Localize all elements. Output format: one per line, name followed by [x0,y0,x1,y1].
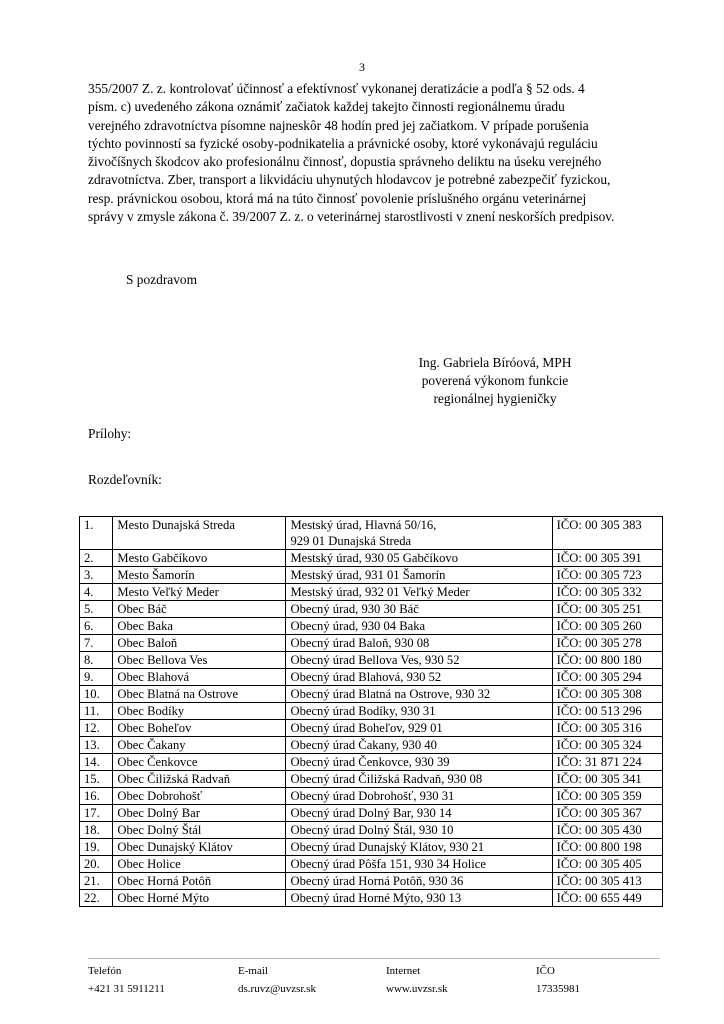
table-row [80,703,663,720]
address-cell-text: Obecný úrad Horné Mýto, 930 13 [290,891,462,905]
ico-cell [552,652,662,669]
signatory-role: poverená výkonom funkcie [421,373,569,388]
ico-cell-text: IČO: 00 305 332 [556,585,642,599]
row-number-cell-text: 10. [84,687,100,701]
ico-cell-text: IČO: 00 305 405 [556,857,642,871]
table-row [80,856,663,873]
address-cell [286,635,552,652]
address-cell [286,584,552,601]
address-cell-text: Obecný úrad Čakany, 930 40 [290,738,437,752]
table-row [80,635,663,652]
address-cell [286,754,552,771]
municipality-cell [113,703,286,720]
ico-cell-text: IČO: 00 305 413 [556,874,642,888]
row-number-cell-text: 5. [84,602,94,616]
row-number-cell [80,771,113,788]
signatory-name: Ing. Gabriela Bíróová, MPH [418,355,572,370]
ico-cell-text: IČO: 00 305 391 [556,551,642,565]
address-cell [286,737,552,754]
table-row [80,873,663,890]
address-cell [286,652,552,669]
paragraph-line: resp. právnickou osobou, ktorá má na túto činnosť povolenie príslušného orgánu veterinárnej [88,190,587,206]
footer-ico-label: IČO [536,965,555,977]
address-cell-text: Obecný úrad Dolný Štál, 930 10 [290,823,454,837]
distribution-table-body [80,517,663,907]
footer-web-label: Internet [386,965,421,977]
table-row [80,686,663,703]
municipality-cell [113,890,286,907]
ico-cell [552,754,662,771]
municipality-cell [113,635,286,652]
row-number-cell-text: 2. [84,551,94,565]
address-cell [286,856,552,873]
municipality-cell [113,754,286,771]
ico-cell [552,517,662,550]
address-cell-text: Obecný úrad Horná Potôň, 930 36 [290,874,464,888]
municipality-cell-text: Obec Blatná na Ostrove [117,687,239,701]
address-cell-text: Obecný úrad Dobrohošť, 930 31 [290,789,455,803]
municipality-cell [113,788,286,805]
row-number-cell [80,703,113,720]
municipality-cell-text: Mesto Dunajská Streda [117,518,235,532]
ico-cell [552,839,662,856]
ico-cell [552,703,662,720]
table-row [80,669,663,686]
ico-cell-text: IČO: 00 305 316 [556,721,642,735]
ico-cell-text: IČO: 00 305 278 [556,636,642,650]
address-cell [286,567,552,584]
footer-email [238,962,316,998]
footer-ico-value: 17335981 [536,983,580,995]
table-row [80,805,663,822]
ico-cell-text: IČO: 00 305 430 [556,823,642,837]
municipality-cell-text: Obec Baloň [117,636,178,650]
ico-cell-text: IČO: 00 800 180 [556,653,642,667]
municipality-cell [113,822,286,839]
address-cell-text: Obecný úrad, 930 30 Báč [290,602,419,616]
row-number-cell-text: 8. [84,653,94,667]
municipality-cell [113,669,286,686]
body-paragraph [88,80,648,226]
row-number-cell [80,805,113,822]
address-cell [286,890,552,907]
row-number-cell-text: 11. [84,704,100,718]
ico-cell-text: IČO: 00 513 296 [556,704,642,718]
address-cell [286,839,552,856]
address-cell [286,550,552,567]
paragraph-line: verejného zdravotníctva písomne najneskôr 48 hodín pred jej začiatkom. V prípade porušenia [88,117,589,133]
row-number-cell-text: 16. [84,789,100,803]
table-row [80,584,663,601]
ico-cell-text: IČO: 00 305 251 [556,602,642,616]
address-cell-text: Obecný úrad Dolný Bar, 930 14 [290,806,452,820]
municipality-cell [113,601,286,618]
address-cell-text: Mestský úrad, 930 05 Gabčíkovo [290,551,459,565]
address-cell-text: Obecný úrad Bellova Ves, 930 52 [290,653,460,667]
table-row [80,517,663,550]
municipality-cell-text: Obec Horné Mýto [117,891,210,905]
footer-email-value: ds.ruvz@uvzsr.sk [238,983,316,995]
municipality-cell [113,584,286,601]
address-cell-text: Obecný úrad Pôšfa 151, 930 34 Holice [290,857,486,871]
municipality-cell [113,805,286,822]
address-cell [286,618,552,635]
address-cell-text: Mestský úrad, 932 01 Veľký Meder [290,585,470,599]
address-cell [286,822,552,839]
signatory-role-2: regionálnej hygieničky [433,391,557,406]
row-number-cell-text: 9. [84,670,94,684]
municipality-cell [113,517,286,550]
ico-cell-text: IČO: 00 305 324 [556,738,642,752]
distribution-label: Rozdeľovník: [88,472,162,487]
address-cell [286,771,552,788]
distribution-table [79,516,663,907]
ico-cell-text: IČO: 00 305 367 [556,806,642,820]
ico-cell [552,618,662,635]
municipality-cell-text: Obec Čiližská Radvaň [117,772,231,786]
row-number-cell-text: 22. [84,891,100,905]
address-cell-text: Obecný úrad Blahová, 930 52 [290,670,442,684]
municipality-cell-text: Obec Dunajský Klátov [117,840,233,854]
footer-ico [536,962,580,998]
table-row [80,737,663,754]
ico-cell-text: IČO: 00 305 260 [556,619,642,633]
municipality-cell-text: Mesto Veľký Meder [117,585,219,599]
row-number-cell [80,839,113,856]
footer-phone-value: +421 31 5911211 [88,983,165,995]
address-cell-line2: 929 01 Dunajská Streda [290,534,412,548]
address-cell-text: Mestský úrad, Hlavná 50/16, [290,518,437,532]
row-number-cell-text: 13. [84,738,100,752]
row-number-cell-text: 3. [84,568,94,582]
municipality-cell [113,771,286,788]
row-number-cell-text: 7. [84,636,94,650]
ico-cell-text: IČO: 31 871 224 [556,755,642,769]
row-number-cell-text: 6. [84,619,94,633]
table-row [80,771,663,788]
footer-web [386,962,448,998]
paragraph-line: zdravotníctva. Zber, transport a likvidáciu uhynutých hlodavcov je potrebné zabezpečiť fyzickou, [88,172,611,188]
footer-web-value: www.uvzsr.sk [386,983,448,995]
municipality-cell [113,720,286,737]
table-row [80,550,663,567]
ico-cell-text: IČO: 00 305 308 [556,687,642,701]
row-number-cell [80,601,113,618]
address-cell [286,805,552,822]
row-number-cell-text: 17. [84,806,100,820]
address-cell-text: Obecný úrad Bodíky, 930 31 [290,704,436,718]
ico-cell [552,720,662,737]
ico-cell [552,635,662,652]
row-number-cell [80,788,113,805]
address-cell-text: Obecný úrad Blatná na Ostrove, 930 32 [290,687,491,701]
address-cell [286,788,552,805]
footer-phone-label: Telefón [88,965,122,977]
ico-cell-text: IČO: 00 305 341 [556,772,642,786]
row-number-cell [80,669,113,686]
address-cell [286,703,552,720]
row-number-cell [80,822,113,839]
page-number: 3 [359,60,365,74]
municipality-cell-text: Obec Báč [117,602,167,616]
municipality-cell-text: Obec Bellova Ves [117,653,208,667]
ico-cell-text: IČO: 00 800 198 [556,840,642,854]
ico-cell [552,550,662,567]
row-number-cell [80,720,113,737]
row-number-cell-text: 15. [84,772,100,786]
address-cell-text: Obecný úrad Čiližská Radvaň, 930 08 [290,772,483,786]
table-row [80,567,663,584]
row-number-cell-text: 20. [84,857,100,871]
address-cell-text: Obecný úrad Boheľov, 929 01 [290,721,443,735]
address-cell [286,669,552,686]
ico-cell [552,737,662,754]
address-cell [286,686,552,703]
row-number-cell-text: 19. [84,840,100,854]
municipality-cell [113,618,286,635]
table-row [80,754,663,771]
ico-cell [552,567,662,584]
ico-cell-text: IČO: 00 655 449 [556,891,642,905]
address-cell-text: Obecný úrad Dunajský Klátov, 930 21 [290,840,485,854]
row-number-cell-text: 1. [84,518,94,532]
ico-cell [552,890,662,907]
ico-cell [552,822,662,839]
signature-block [400,354,590,408]
municipality-cell [113,856,286,873]
municipality-cell-text: Obec Holice [117,857,181,871]
municipality-cell [113,873,286,890]
ico-cell-text: IČO: 00 305 294 [556,670,642,684]
row-number-cell-text: 21. [84,874,100,888]
table-row [80,890,663,907]
ico-cell [552,669,662,686]
greeting: S pozdravom [126,272,198,287]
row-number-cell [80,856,113,873]
row-number-cell [80,652,113,669]
row-number-cell [80,567,113,584]
table-row [80,822,663,839]
ico-cell [552,601,662,618]
table-row [80,652,663,669]
municipality-cell-text: Mesto Gabčíkovo [117,551,208,565]
row-number-cell-text: 14. [84,755,100,769]
paragraph-line: týchto povinností sa fyzické osoby-podnikatelia a právnické osoby, ktoré vykonávajú reguláciu [88,135,598,151]
row-number-cell [80,618,113,635]
ico-cell-text: IČO: 00 305 359 [556,789,642,803]
table-row [80,839,663,856]
footer-email-label: E-mail [238,965,268,977]
municipality-cell-text: Obec Bodíky [117,704,185,718]
address-cell-text: Obecný úrad, 930 04 Baka [290,619,426,633]
address-cell [286,873,552,890]
row-number-cell [80,550,113,567]
municipality-cell-text: Obec Čakany [117,738,186,752]
paragraph-line: písm. c) uvedeného zákona oznámiť začiatok každej takejto činnosti regionálnemu úradu [88,99,565,115]
municipality-cell-text: Obec Dobrohošť [117,789,203,803]
municipality-cell [113,737,286,754]
row-number-cell-text: 4. [84,585,94,599]
municipality-cell [113,567,286,584]
ico-cell [552,805,662,822]
municipality-cell-text: Mesto Šamorín [117,568,195,582]
table-row [80,618,663,635]
attachments-label: Prílohy: [88,426,132,441]
row-number-cell [80,635,113,652]
paragraph-line: živočíšnych škodcov ako profesionálnu činnosť, dopustia správneho deliktu na úseku verejného [88,154,602,170]
row-number-cell [80,584,113,601]
ico-cell [552,771,662,788]
ico-cell [552,686,662,703]
address-cell [286,720,552,737]
municipality-cell-text: Obec Dolný Bar [117,806,200,820]
municipality-cell-text: Obec Baka [117,619,173,633]
ico-cell [552,856,662,873]
row-number-cell [80,737,113,754]
municipality-cell [113,839,286,856]
municipality-cell-text: Obec Horná Potôň [117,874,212,888]
footer-divider [88,958,660,959]
table-row [80,601,663,618]
row-number-cell-text: 12. [84,721,100,735]
municipality-cell [113,652,286,669]
table-row [80,788,663,805]
address-cell-text: Mestský úrad, 931 01 Šamorín [290,568,446,582]
row-number-cell-text: 18. [84,823,100,837]
row-number-cell [80,873,113,890]
paragraph-line: 355/2007 Z. z. kontrolovať účinnosť a efektívnosť vykonanej deratizácie a podľa § 52 ods. 4 [88,81,585,96]
paragraph-line: správy v zmysle zákona č. 39/2007 Z. z. o veterinárnej starostlivosti v znení neskorších predpisov. [88,209,615,225]
row-number-cell [80,890,113,907]
row-number-cell [80,754,113,771]
address-cell [286,517,552,550]
table-row [80,720,663,737]
municipality-cell-text: Obec Blahová [117,670,190,684]
address-cell [286,601,552,618]
ico-cell-text: IČO: 00 305 383 [556,518,642,532]
address-cell-text: Obecný úrad Baloň, 930 08 [290,636,430,650]
municipality-cell [113,550,286,567]
municipality-cell [113,686,286,703]
ico-cell-text: IČO: 00 305 723 [556,568,642,582]
row-number-cell [80,686,113,703]
municipality-cell-text: Obec Boheľov [117,721,192,735]
ico-cell [552,584,662,601]
ico-cell [552,788,662,805]
row-number-cell [80,517,113,550]
municipality-cell-text: Obec Čenkovce [117,755,198,769]
footer-phone [88,962,165,998]
municipality-cell-text: Obec Dolný Štál [117,823,202,837]
ico-cell [552,873,662,890]
address-cell-text: Obecný úrad Čenkovce, 930 39 [290,755,450,769]
